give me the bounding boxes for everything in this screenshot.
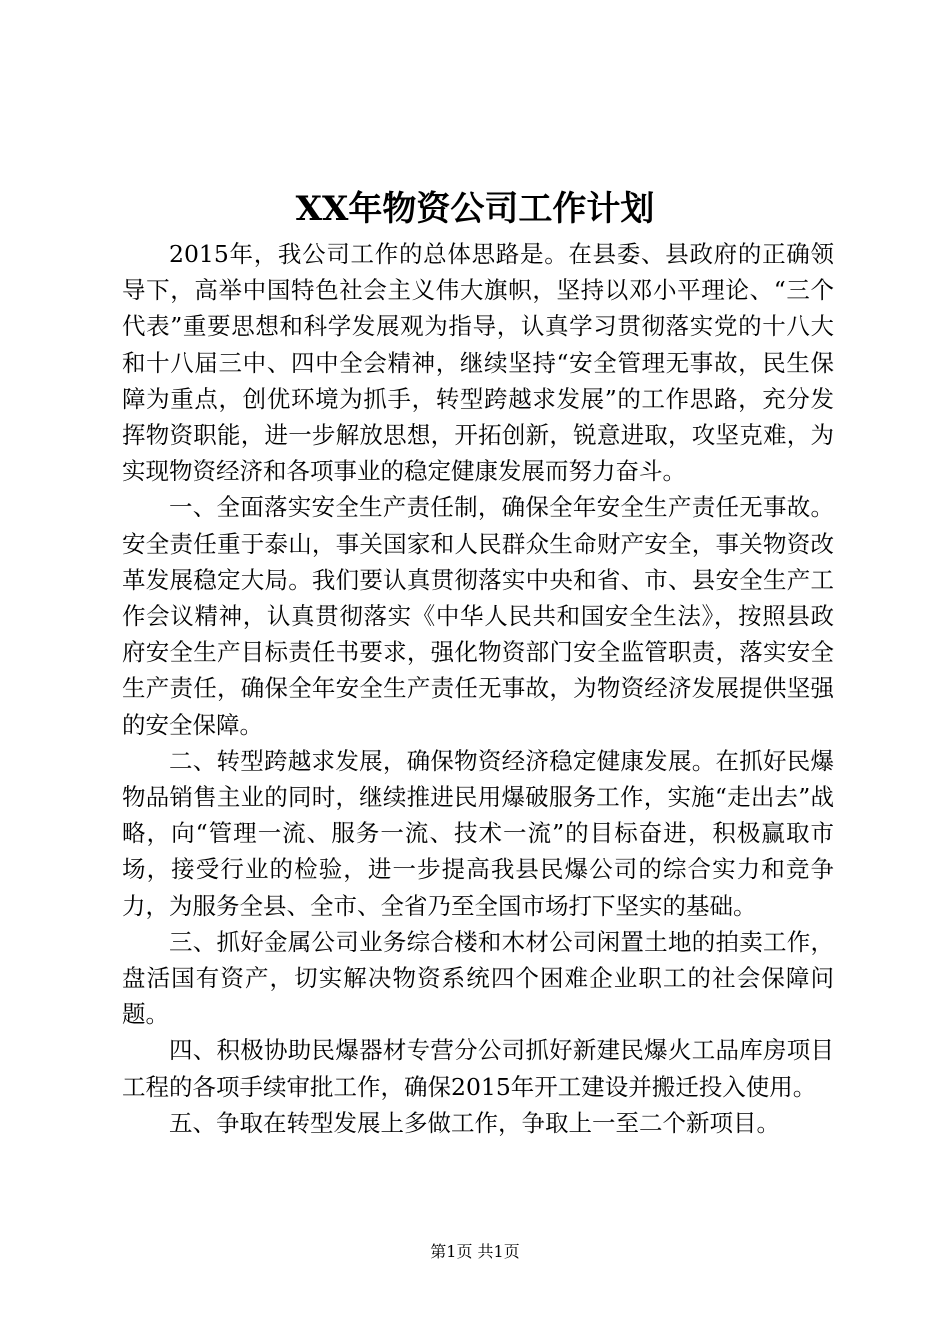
- document-body: [122, 236, 834, 1141]
- document-title: XX年物资公司工作计划: [295, 189, 655, 229]
- paragraph-assets: 三、抓好金属公司业务综合楼和木材公司闲置土地的拍卖工作，盘活国有资产，切实解决物资系统四个困难企业职工的社会保障问题。: [122, 927, 834, 1029]
- paragraph-overview: 2015年，我公司工作的总体思路是。在县委、县政府的正确领导下，高举中国特色社会主义伟大旗帜，坚持以邓小平理论、“三个代表”重要思想和科学发展观为指导，认真学习贯彻落实党的十八大和十八届三中、四中全会精神，继续坚持“安全管理无事故，民生保障为重点，创优环境为抓手，转型跨越求发展”的工作思路，充分发挥物资职能，进一步解放思想，开拓创新，锐意进取，攻坚克难，为实现物资经济和各项事业的稳定健康发展而努力奋斗。: [122, 240, 834, 486]
- paragraph-development: 二、转型跨越求发展，确保物资经济稳定健康发展。在抓好民爆物品销售主业的同时，继续推进民用爆破服务工作，实施“走出去”战略，向“管理一流、服务一流、技术一流”的目标奋进，积极赢取市场，接受行业的检验，进一步提高我县民爆公司的综合实力和竞争力，为服务全县、全市、全省乃至全国市场打下坚实的基础。: [122, 746, 834, 920]
- paragraph-warehouse: 四、积极协助民爆器材专营分公司抓好新建民爆火工品库房项目工程的各项手续审批工作，确保2015年开工建设并搬迁投入使用。: [122, 1036, 834, 1101]
- page-footer: 第1页 共1页: [430, 1242, 520, 1261]
- paragraph-projects: 五、争取在转型发展上多做工作，争取上一至二个新项目。: [169, 1108, 780, 1137]
- paragraph-safety: 一、全面落实安全生产责任制，确保全年安全生产责任无事故。安全责任重于泰山，事关国家和人民群众生命财产安全，事关物资改革发展稳定大局。我们要认真贯彻落实中央和省、市、县安全生产工作会议精神，认真贯彻落实《中华人民共和国安全生法》，按照县政府安全生产目标责任书要求，强化物资部门安全监管职责，落实安全生产责任，确保全年安全生产责任无事故，为物资经济发展提供坚强的安全保障。: [122, 493, 834, 739]
